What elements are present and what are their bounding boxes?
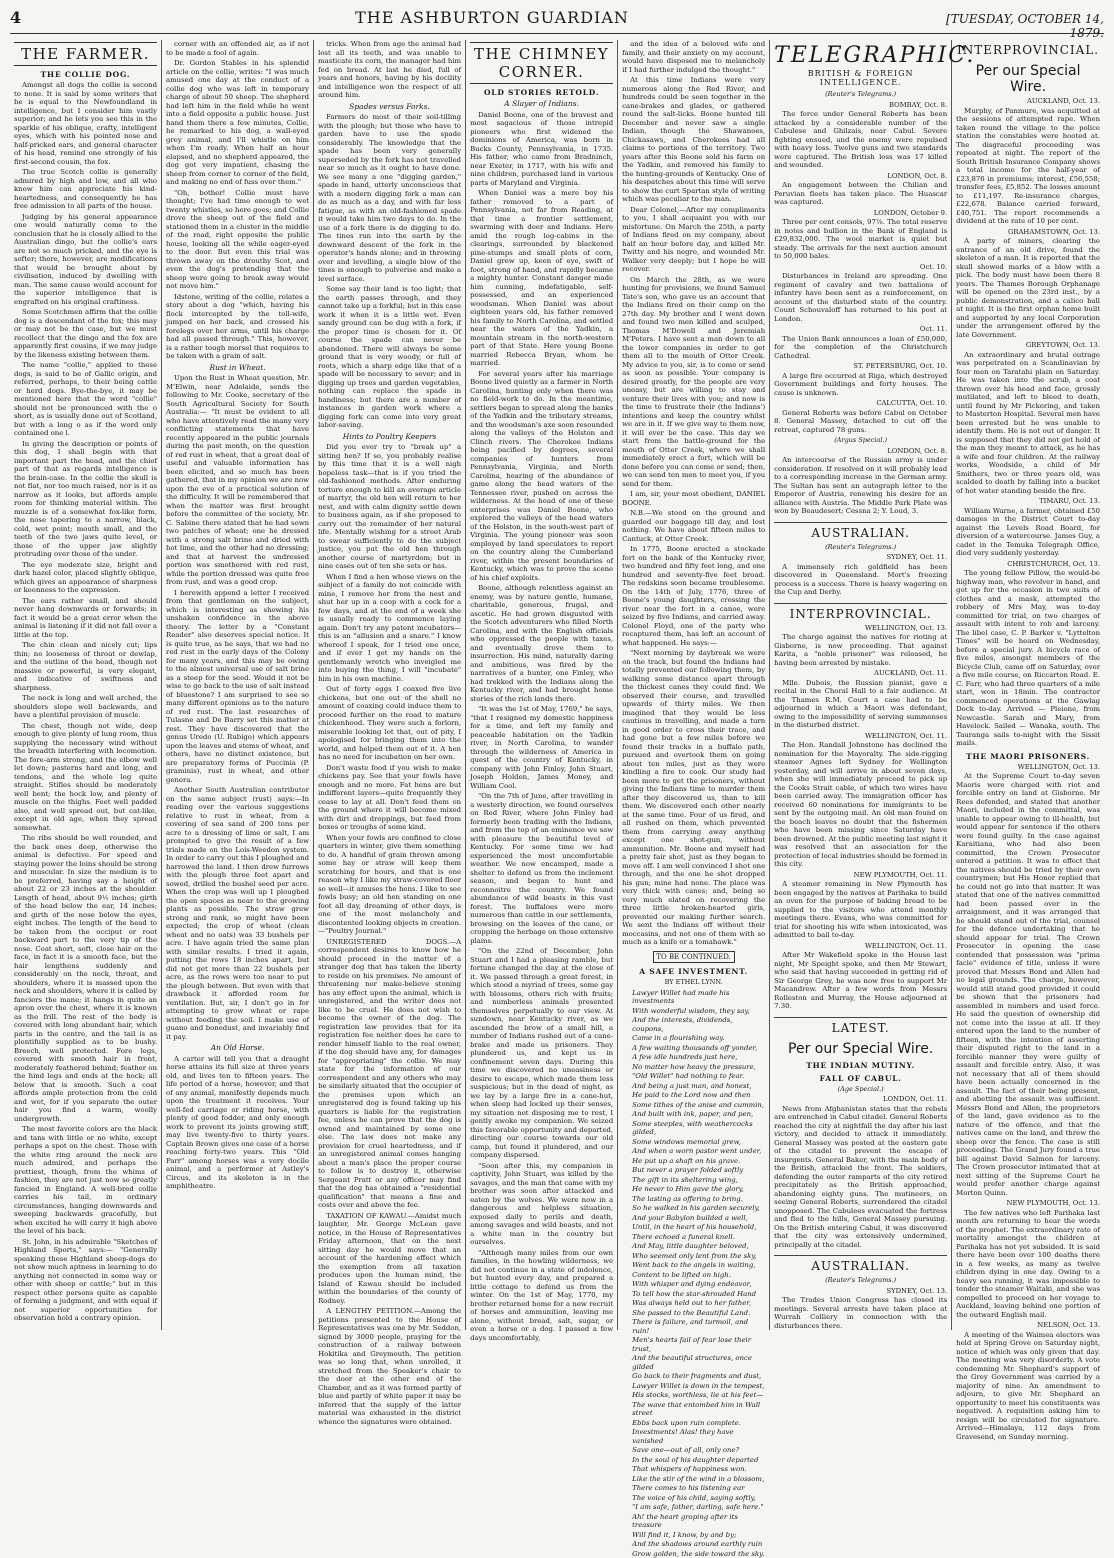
poem-line: A few idle hundreds just here,	[632, 1053, 765, 1062]
fall-of-cabul-title: FALL OF CABUL.	[774, 1074, 947, 1083]
column-7	[952, 40, 1104, 1330]
paragraph: A large fire occurred at Riga, which destroyed Government buildings and forty houses. The cause is unknown.	[774, 372, 947, 398]
telegraphic-subtitle: BRITISH & FOREIGN INTELLIGENCE.	[774, 70, 947, 87]
columns	[10, 40, 1104, 1330]
poem-line: Grow golden, the side toward the sky.	[632, 1550, 765, 1558]
paragraph: "Although many miles from our own families, in the howling wilderness, we did not continue in a state of indolence, but hunted every day, and prepared a little cottage to defend us from the winter. On the 1st of May, 1770, my brother returned home for a new recruit of horses and ammunition, leaving me alone, without bread, salt, sugar, or even a horse or a dog. I passed a few days uncomfortably,	[470, 1249, 613, 1343]
poem-line: With whisper and dying endeavor,	[632, 1280, 765, 1289]
to-be-continued-box: TO BE CONTINUED.	[653, 951, 735, 964]
paragraph: Farmers do most of their soil-tilling with the plough; but those who have to garden have to use the spade considerably. The knowledge that the spade has been very generally superseded by the fork has not travelled near so much as it ought to have done. We see many a one "digging garden," spade in hand, utterly unconscious that with a modern digging fork a man can do as much as a day, and with far less fatigue, as with an old-fashioned spade it would take him two days to do. In the use of a fork there is do digging to do. The tines run into the earth by the downward descent of the fork in the operator's hands alone; and in throwing over and levelling, a single blow of the tines is enough to pulverise and make a level surface.	[318, 113, 461, 283]
paragraph: "It was the 1st of May, 1769," he says, "that I resigned my domestic happiness for a time, and left my family and peaceable habitation on the Yadkin river, in North Carolina, to wander through the wilderness of America in quest of the country of Kentucky, in company with John Finley, John Stuart, Joseph Holden, James Money, and William Cool.	[470, 705, 613, 790]
article-heading-rust: Rust in Wheat.	[166, 364, 309, 373]
paragraph: The few natives who left Parihaka last month are returning to hear the words of the prophet. The extraordinary rate of mortality amongst the children at Parihaka has not yet subsided. It is said there have been over 100 deaths there in a few weeks, as many as twelve children dying in one day. Owing to a heavy sea running, it was impossible to tender the steamer Waitaki, and she was compelled to proceed on her voyage to Auckland, leaving behind one portion of the outward English mail.	[956, 1209, 1100, 1320]
paragraph: When Daniel was a mere boy his father removed to a part of Pennsylvania, not far from Reading, at that time a frontier settlement, swarming with deer and Indians. Here amid the rough log-cabins in the clearings, surrounded by blackened pine-stumps and small plots of corn, Daniel grew up, keen of eye, swift of foot, strong of hand, and rapidly became a mighty hunter. Constant danger made him cunning, indefatigable, self-possessed, and an experienced woodsman. When Daniel was about eighteen years old, his father removed his family to North Carolina, and settled near the waters of the Yadkin, a mountain stream in the north-western part of that State. Here young Boone married Rebecca Bryan, whom he married.	[470, 189, 613, 368]
paragraph-taxation-kawau: TAXATION OF KAWAU.—Amidst much laughter, Mr. George McLean gave notice, in the House of Representatives Friday afternoon, that on the next sitting day he would move that an account of the hardening effect which the exemption from all taxation produces upon the human mind, the Island of Kawau should be included within the boundaries of the county of Rodney.	[318, 1212, 461, 1306]
poem-line: Ebbs back upon ruin complete.	[632, 1419, 765, 1428]
paragraph-unregistered-dogs: UNREGISTERED DOGS.—A correspondent desires to know how he should proceed in the matter of a stranger dog that has taken the liberty to reside on his premises. No amount of threatening nor make-believe stoning has any effect upon the animal, which is unregistered, and the writer does not like to be cruel. He does not wish to become the owner of the dog. The registration law provides that for its registration fee neither does he care to render himself liable to the real owner, if the dog should have any, for damages for "appropriating" the collie. We may state for the information of our correspondent and any others who may be similarly situated that the occupier of the premises upon which an unregistered dog is found taking up his quarters is liable for the registration fee, unless he can prove that the dog is owned and maintained by some one else. The law does not make any provision for cruel heartedness, and if an unregistered animal comes hanging about a man's place the proper course to follow is to destroy it, otherwise Sergeant Pratt or any officer may find that the dog has obtained a "residential qualification" that means a fine and costs over and above the fee.	[318, 938, 461, 1210]
poem-line: Came in a flourishing way.	[632, 1034, 765, 1043]
poem-line: Go back to their fragments and dust,	[632, 1372, 765, 1381]
paragraph: Judging by his general appearance one would naturally come to the conclusion that he is closely allied to the Australian dingo, but the collie's ears are not so much pricked, and the eye is softer; there, however, are modifications that would be brought about by civilisation, induced by dwelling with man. The same cause would account for the superior intelligence that is engrafted on his original craftiness.	[14, 213, 157, 307]
poem-line: His stocks, worthless, lie at his feet—	[632, 1391, 765, 1400]
paragraph: Out of forty eggs I coaxed five live chickens, but one out of the shell no amount of coaxing could induce them to proceed further on the road to mature chickenhood. They were such a forlorn, miserable looking lot that, out of pity, I apologised for bringing them into the world, and helped them out of it. A hen has no need for incubation on her own.	[318, 685, 461, 762]
latest-special-wire: Per our Special Wire.	[774, 1041, 947, 1057]
page-number: 4	[10, 8, 70, 27]
poem-line: Like the stir of the wind in a blossom,	[632, 1475, 765, 1484]
poem-line: There is failure, and turmoil, and ruin!	[632, 1318, 765, 1335]
paragraph: Another South Australian contributor on the same subject (rust) says:—In reading over the various suggestions relative to rust in wheat, from a covering of sea sand of 200 tons per acre to a dressing of lime or salt, I am prompted to give the result of a few trials made on the Lois-Weedon system. In order to carry out this I ploughed and harrowed the land. I then drew furrows with the plough three feet apart and sowed, drilled the bushel seed per acre. When the crop was well up I ploughed the open spaces as near to the growing plants as possible. The straw grew strong and rank, so might have been expected; the crop of wheat (clean wheat and no oats) was 33 bushels per acre. I have again tried the same plan with similar results. I tried it again, putting the rows 18 inches apart, but did not get more than 22 bushels per acre, as the rows were too near to put the plough between. But even with that drawback it afforded room for ventilation. But, sir, I don't go in for attempting to grow wheat or rape without feeding the soil. I make use of guano and bonedust, and invariably find it pay.	[166, 786, 309, 1041]
poem-line: Until, in the heart of his household,	[632, 1223, 765, 1232]
poem-line: The lasting as offering to bring.	[632, 1195, 765, 1204]
paragraph: "On the 7th of June, after travelling in a westerly direction, we found ourselves on Red River, where John Finley had formerly been trading with the Indians, and from the top of an eminence we saw with pleasure the beautiful level of Kentucky. For some time we had experienced the most uncomfortable weather. We now encamped, made a shelter to defend us from the inclement season, and began to hunt and reconnoitre the country. We found abundance of wild beasts in this vast forest. The buffaloes were more numerous than cattle in our settlements, browsing on the leaves of the cane, or cropping the herbage on those extensive plains.	[470, 792, 613, 945]
paper-title: THE ASHBURTON GUARDIAN	[70, 8, 914, 27]
source-note: (Reuter's Telegrams.)	[774, 543, 947, 552]
paragraph: The name "collie," applied to these dogs, is said to be of Gallic origin, and referred, perhaps, to their being cattle or herd dogs. Bye-the-bye, it may be mentioned here that the word "collie" should not be pronounced with the o short, as is usually done out of Scotland, but with a long o as if the word only contained one l.	[14, 361, 157, 438]
paragraph: "On the 22nd of December, John Stuart and I had a pleasing ramble, but fortune changed the day at the close of it. We passed through a great forest, in which stood a myriad of trees, some gay with blossoms, others rich with fruits; and numberless animals presented themselves perpetually to our view. At sundown, near Kentucky river, as we ascended the brow of a small hill, a number of Indians rushed out of a cane-brake and made us prisoners. They plundered us, and kept us in confinement seven days. During this time we discovered no uneasiness or desire to escape, which made them less suspicious; but in the dead of night, as we lay by a large fire in a cane-hut, when sleep had locked up their senses, my situation not disposing me to rest, I gently awoke my companion. We seized this favorable opportunity and departed, directing our course towards our old camp, but found it plundered, and our company dispersed.	[470, 947, 613, 1160]
poem-line: And your Babylon builded a well,	[632, 1214, 765, 1223]
paragraph: tricks. When from age the animal had lost all its teeth, and was unable to masticate its corn, the manager had him fed on bread. At last he died, full of years and honors, having by his docility and intelligence won the respect of all around him.	[318, 40, 461, 100]
paragraph: corner with an offended air, as if not to be made a fool of again.	[166, 40, 309, 57]
indian-mutiny-title: THE INDIAN MUTINY.	[774, 1061, 947, 1070]
telegraphic-title: TELEGRAPHIC.	[774, 44, 947, 68]
paragraph: Amongst all dogs the collie is second to none. It is said by some writers that he is equal to the Newfoundland in intelligence, but I consider him vastly superior; and he lets you see this in the sparkle of his oblique, crafty, intelligent eyes, which with his pointed nose and half-pricked ears, and general character of his head, remind one strongly of his first-second cousin, the fox.	[14, 81, 157, 166]
paragraph: Daniel Boone, one of the bravest and most sagacious of those intrepid pioneers who first widened the dominions of America, was born in Bucks County, Pennsylvania, in 1735. His father, who came from Bradninch, near Exeter, in 1717, with his wife and nine children, purchased land in various parts of Maryland and Virginia.	[470, 111, 613, 188]
poem-line: Content to be lifted on high.	[632, 1271, 765, 1280]
poem-line: The gift in its sheltering wing,	[632, 1176, 765, 1185]
paragraph: Three per cent consols, 97⅞. The total reserve in notes and bullion in the Bank of England is £29,832,000. The wool market is quiet but steady. The arrivals for the next auction amount to 50,000 bales.	[774, 218, 947, 261]
paragraph: The chest, though not wide, deep enough to give plenty of lung room, thus supplying the necessary wind without the breadth interfering with locomotion. The fore-arm strong, and the elbow well let down; pasterns hard and long, and tendons, and the whole leg quite straight. Stifles should be moderately well bent; the hock low, and plenty of muscle on the thighs. Feet well padded also, and well spread out, but cat-like, except in old age, when they spread somewhat.	[14, 722, 157, 833]
article-heading-old-horse: An Old Horse.	[166, 1044, 309, 1053]
paragraph: A meeting of the Waimea electors was held at Spring Grove on Saturday night, notice of which was only given that day. The meeting was very disorderly. A vote condemning Mr. Shephard's support of the Grey Government was carried by a majority of nine. An amendment to adjourn, to give Mr. Shephard an opportunity to meet his constituents was negatived. A requisition asking him to resign will be circulated for signature. Arrived—Himalaya, 112 days from Gravesend, on Sunday morning.	[956, 1331, 1100, 1442]
paragraph: N.B.—We stood on the ground and guarded our baggage till day, and lost nothing. We have about fifteen miles to Cantuck, at Otter Creek.	[622, 509, 765, 543]
paragraph: The ears rather small, and should never hang downwards or forwards; in fact it would be a great error when the animal is listening if it did not fall over a little at the top.	[14, 597, 157, 640]
paragraph: Murphy, of Panmure, was acquitted at the sessions of attempted rape. When taken round the village to the police station the constables were hooted at. The disgraceful proceeding was repeated at night. The report of the South British Insurance Company shows a total income for the half-year of £23,876 in premiums; interest, £56,558; transfer fees, £5,852. The losses amount to £11,197. Re-insurance charges, £22,678. Balance carried forward, £40,751. The report recommends a dividend at the rate of 10 per cent.	[956, 107, 1100, 226]
poem-line: He put up a shaft on his grave.	[632, 1157, 765, 1166]
australian-title-2: AUSTRALIAN.	[774, 1255, 947, 1273]
paragraph: The true Scotch collie is generally admired by high and low, and all who know him can appreciate his kind-heartedness, and consequently he has free admission to all parts of the house.	[14, 168, 157, 211]
poem-line: In the soul of his daughter departed	[632, 1456, 765, 1465]
poem-body	[622, 989, 765, 1558]
poem-line: And the interests, dividends, coupons,	[632, 1016, 765, 1033]
subhead-old-stories: OLD STORIES RETOLD.	[470, 88, 613, 97]
collie-article-body	[14, 81, 157, 1323]
paragraph: Did you ever try to "break up" a sitting hen? If so, you probably realise by this time that it is a well nigh hopeless task—that is if you tried the old-fashioned methods. After enduring torture enough to kill an average article of martyr, the old hen will return to her nest, and with calm dignity settle down to business again, as if she proposed to carry out the remainder of her natural life. Mentally wishing for a street Arab to swear sufficiently to do the subject justice, you put the old hen through another course of martyrdom; but in nine cases out of ten she sets or has.	[318, 443, 461, 571]
section-title-farmer: THE FARMER.	[14, 42, 157, 66]
latest-title: LATEST.	[774, 1017, 947, 1035]
dateline: CALCUTTA, Oct. 10.	[774, 399, 947, 408]
dateline: WELLINGTON, Oct. 11.	[774, 732, 947, 741]
dateline: GREYTOWN, Oct. 13.	[956, 341, 1100, 350]
special-wire-subtitle: Per our Special Wire.	[956, 63, 1100, 95]
paragraph: Idstone, writing of the collie, relates a story about a dog "which, having his flock intercepted by the toll-wife, jumped on her back, and crossed his forelegs over her arms, until his charge had all passed through." This, however, is a rather tough morsel that requires to be taken with a grain of salt.	[166, 293, 309, 361]
paragraph: Some say their land is too light; that the earth passes through, and they cannot take up a forkful; but in this case work it when it is a little wet. Even sandy ground can be dug with a fork, if the proper time is chosen for it. Of course the spade can never be abandoned. There will always be some ground that is very woody, or full of roots, which a sharp edge like that of a spade will be necessary to sever; and in digging up trees and garden vegetables, nothing can replace the spade in handiness; but there are a number of instances in garden work where a digging fork can come into very great labor-saving.	[318, 285, 461, 430]
dateline: Oct. 11.	[774, 325, 947, 334]
poem-line: There comes to his listening ear	[632, 1484, 765, 1493]
dateline: NEW PLYMOUTH, Oct. 11.	[774, 871, 947, 880]
paragraph: A steamer remaining in New Plymouth has been engaged by the natives at Parihaka to build an oven for the purpose of baking bread to be supplied to the visitors who attend monthly meetings there. Evans, who was committed for trial for shooting his wife when intoxicated, was admitted to bail to-day.	[774, 880, 947, 940]
poem-line: Was always held out to her father,	[632, 1299, 765, 1308]
poem-line: Will find it, I know, by and by;	[632, 1531, 765, 1540]
dateline: WELLINGTON, Oct. 11.	[774, 942, 947, 951]
column-5	[618, 40, 770, 1330]
paragraph: The ribs should be well rounded, and the back ones deep, otherwise the animal is defective. For speed and staying power the loins should be strong and muscular. In size the medium is to be preferred, having say a height of about 22 or 23 inches at the shoulder. Length of head, about 9½ inches; girth of the head below the ear, 14 inches; and girth of the nose below the eyes, eight inches. The length of the head to be taken from the occiput or root backward part to the very tip of the nose. Coat short, soft, close hair on the face, in fact it is a smooth face, but the hair lengthens suddenly and considerably on the neck, throat, and shoulders, where it is massed upon the neck and shoulders, where it is called by fanciers the mane; it hangs in quite an apron over the chest, where it is known as the frill. The rest of the body is covered with long abundant hair, which parts in the centre, and the tail is as plentifully supplied as to be bushy. Breech, well protected. Fore legs, covered with smooth hair in front, moderately feathered behind; feather on the hind legs and ends at the hock; all below that is smooth. Such a coat affords ample protection from the cold and wet, for if you separate the outer hair you find a warm, woolly undergrowth.	[14, 834, 157, 1123]
dateline: TIMARU, Oct. 13.	[956, 497, 1100, 506]
poem-line: With wonderful wisdom, they say,	[632, 1007, 765, 1016]
interprovincial-title-2: INTERPROVINCIAL.	[956, 40, 1100, 57]
poem-line: The wave that entombed him in Wall street	[632, 1401, 765, 1418]
poem-line: And the beautiful structures, once gilded	[632, 1354, 765, 1371]
paragraph: An engagement between the Chilian and Peruvian fleets has taken place. The Huascar was captured.	[774, 181, 947, 207]
paragraph: An intercourse of the Russian army is under consideration. If resolved on it will probably lead to a corresponding increase in the German army. The Sultan has sent an autograph letter to the Emperor of Austria, renewing his desire for an alliance with Austria. The Middle Park Plate was won by Beaudesert; Cessna 2; Y. Loud, 3.	[774, 456, 947, 516]
paragraph: An extraordinary and brutal outrage was perpetrated on a Scandinavian by four men on Taratahi plain on Saturday. He was taken into the scrub, a coat thrown over his head and face, grossly mutilated, and left to bleed to death, until found by Mr Pickering, and taken to Masterton Hospital. Several men have been arrested but he was unable to identify them. He is not out of danger. It is supposed that they did not get hold of the man they meant to attack, as he has a wife and four children. At the railway works, Woodside, a child of Mr Smithers, two or three years old, was scalded to death by falling into a bucket of hot water standing beside the fire.	[956, 351, 1100, 496]
poem-title: A SAFE INVESTMENT.	[622, 967, 765, 976]
paragraph: "Soon after this, my companion in captivity, John Stuart, was killed by the savages, and the man that came with my brother was soon after attacked and eaten by the wolves. We were now in a dangerous and helpless situation, exposed daily to perils and death, among savages and wild beasts, and not a white man in the country but ourselves.	[470, 1162, 613, 1247]
paragraph: The Trades Union Congress has closed its meetings. Several arrests have taken place at Wurrah Colliery in connection with the disturbances there.	[774, 1296, 947, 1330]
paragraph: Dear Colonel,—After my compliments to you, I shall acquaint you with our misfortune. On March the 25th, a party of Indians fired on my company, about half an hour before day, and killed Mr. Twitty and his negro, and wounded Mr. Walker very deeply; but I hope he will recover.	[622, 206, 765, 274]
paragraph: Mlle. Dubois, the Russian pianist, gave a recital in the Choral Hall to a fair audience. At the Thames R.M. Court a case had to be adjourned in which a Maori was defendant, owing to the impossibility of serving summonses in the disturbed district.	[774, 679, 947, 730]
australian-title: AUSTRALIAN.	[774, 522, 947, 540]
dateline: CHRISTCHURCH, Oct. 13.	[956, 560, 1100, 569]
paragraph: For several years after his marriage Boone lived quietly as a farmer in North Carolina, hunting only when there was no field-work to do. In the meantime, settlers began to spread along the banks of the Yadkin and the tributary streams, and the woodsman's axe soon resounded along the valleys of the Holston and Clinch rivers. The Cherokee Indians being pacified by degrees, several companies of hunters from Pennsylvania, Virginia, and North Carolina, hearing of the abundance of game along the head waters of the Tennessee river, pushed on across the wilderness. At the head of one of these enterprises was Daniel Boone, who explored the valleys of the head waters of the Holston, in the south-west part of Virginia. The young pioneer was soon employed by land speculators to report on the country along the Cumberland river, within the present boundaries of Kentucky, which was to prove the scene of his chief exploits.	[470, 370, 613, 583]
column-4	[466, 40, 618, 1330]
paragraph: Upon the Rust in Wheat question, Mr. M'Elwin, near Adelaide, sends the following to Mr. Cooke, secretary of the South Agricultural Society for South Australia:— "It must be evident to all who have attentively read the many very conflicting statements that have recently appeared in the public journals during the past month, on the question of red rust in wheat, that a great deal of useful and valuable information has been elicited, and so much has been gathered, that in my opinion we are now upon the eve of a practical solution of the difficulty. It will be remembered that when the matter was first brought before the committee of the society, Mr. C. Sabine there stated that he had sown two patches of wheat; one he dressed with a strong salt brine and dried with hot lime, and the other had no dressing; and that at harvest the undressed portion was smothered with red rust, while the portion dressed was quite free from rust, and was a good crop.	[166, 374, 309, 587]
poem-line: That whispers of happiness won.	[632, 1465, 765, 1474]
dateline: BOMBAY, Oct. 8.	[774, 101, 947, 110]
column-2	[162, 40, 314, 1330]
dateline: WELLINGTON, Oct. 13.	[956, 763, 1100, 772]
dateline: GRAHAMSTOWN, Oct. 13.	[956, 228, 1100, 237]
paragraph: On March the 28th, as we were hunting for provisions, we found Samuel Tate's son, who gave us an account that the Indians fired on their camp on the 27th day. My brother and I went down and found two men killed and sculped, Thomas M'Dowell and Jeremiah M'Peters. I have sent a man down to all the lower companies in order to get them all to the mouth of Otter Creek. My advice to you, sir, is to come or send as soon as possible. Your company is desired greatly, for the people are very uneasy, but are willing to stay and venture their lives with you; and now is the time to frustrate their (the Indians') intentions and keep the country whilst we are in it. If we give way to them now, it will ever be the case. This day we start from the battle-ground for the mouth of Otter Creek, where we shall immediately erect a fort, which will be done before you can come or send; then, we can send ten men to meet you, if you send for them.	[622, 276, 765, 489]
paragraph: Boone, although relentless against an enemy, was by nature gentle, humane, charitable, generous, frugal, and ascetic. He had grown disgusted with the Scotch adventurers who filled North Carolina, and with the English officials who oppressed the people with taxes, and eventually drove them to insurrection. His mind, naturally daring and ambitious, was fired by the narratives of a hunter, one Finley, who had trekked with the Indians along the Kentucky river, and had brought home stories of the rich lands there.	[470, 584, 613, 703]
poem-line: Save one—out of all, only one?	[632, 1446, 765, 1455]
poem-line: "Old Willet" had nothing to fear.	[632, 1072, 765, 1081]
paragraph: General Roberts was before Cabul on October 8. General Massey, detached to cut off the retreat, captured 78 guns.	[774, 409, 947, 435]
paragraph: A party of miners, clearing the entrance of an old drive, found the skeleton of a man. It is reported that the skull showed marks of a blow with a pick. The body must have been there 8 years. The Thames Borough Orphanage will be opened on the 23rd inst., by a public demonstration, and a calico ball at night. It is the first orphan home built and supported by any local Corporation under the arrangement offered by the late Government.	[956, 237, 1100, 339]
paragraph: The neck is long and well arched, the shoulders slope well backwards, and have a plentiful provision of muscle.	[14, 694, 157, 720]
dateline: LONDON, October 9.	[774, 209, 947, 218]
paragraph: I herewith append a letter I received from that gentleman on the subject, which is interesting as showing his unshaken confidence in the above theory. The letter by a "Constant Reader" also deserves special notice. It is quite true, as he says, that we had no red rust in the early days of the Colony for many years, and this may be owing to the almost universal use of salt brine as a steep for the seed. Would it not be wise to go back to the use of salt instead of bluestone? I am surprised to see so many different opinions as to the nature of red rust. The last researches of Tulasne and De Barry set this matter at rest. They have discovered that the genus Uredo (U. Rubigo) which appears upon the leaves and stems of wheat, and others, have no distinct existence, but are preparatory forms of Puccinia (P. graminis), rust in wheat, and other genera.	[166, 589, 309, 785]
poem-line: Some steeples, with weathercocks gilded,	[632, 1120, 765, 1137]
poem-line: A few waiting thousands off yonder,	[632, 1044, 765, 1053]
dateline: SYDNEY, Oct. 13.	[774, 1287, 947, 1296]
article-heading-collie: THE COLLIE DOG.	[14, 70, 157, 79]
poem-line: No matter how heavy the pressure,	[632, 1063, 765, 1072]
paragraph: and the idea of a beloved wife and family, and their anxiety on my account, would have disposed me to melancholy if I had further indulged the thought."	[622, 40, 765, 74]
poem-line: There echoed a funeral knell.	[632, 1233, 765, 1242]
poem-line: Men's hearts fail of fear lose their trust,	[632, 1336, 765, 1353]
paragraph: The young fellow Pillow, the would-be highway man, who revolver in hand, and got up for the occasion in two suits of clothes and a mask, attempted the robbery of Mrs May, was to-day committed for trial, on two charges of assault with intent to rob and larceny. The libel case, C. P. Barker v. "Lyttelton Times" will be heard on Wednesday, before a special jury. A bicycle race of five miles, amongst members of the Bicycle Club, came off on Saturday, over a five mile course, on Riccarton Road. E. C. Farr, who had three quarters of a mile start, won in 18min. The contractor commenced operations at the Gawlag Dock to-day. Arrived — Pleione, from Newcastle. Sarah and Mary, from Havelock. Sailed — Wanaka, south. The Tauranga sails to-night with the Sissit mails.	[956, 569, 1100, 748]
poem-line: Some tithes of the anise and cummin,	[632, 1101, 765, 1110]
poem-line: Some windows memorial grew,	[632, 1138, 765, 1147]
paragraph: At this time Indians were very numerous along the Red River, and hundreds could be seen together in the cane-brakes and glades, or gathered round the salt-licks. Boone hunted till December and never saw a single Indian, though the Shawanoes, Chickasaws, and Cherokees had all claims to portions of the territory. Two years after this Boone sold his farm on the Yadkin, and removed his family to the hunting-grounds of Kentucky. One of his despatches about this time will serve to show the curt Spartan style of writing which was peculiar to the man.	[622, 76, 765, 204]
poem-line: Ah! the heart groping after its treasure	[632, 1513, 765, 1530]
poem-line: She passed to the Beautiful Land.	[632, 1309, 765, 1318]
paragraph: The Hon. Randall Johnstone has declined the nomination for the Mayoralty. The side-rigging steamer Agnes left Sydney for Wellington yesterday, and will arrive in about seven days, when she will immediately proceed to pick up the Cooks Strait cable, of which two wires have been carried away. The immigration officer has received 60 nominations for immigrants to be sent by the outgoing mail. An old man found on the beach leaves no doubt that the fishermen who have been missing since Saturday have been drowned. At the public meeting last night it was resolved that an association for the protection of local industries should be formed in this city.	[774, 741, 947, 869]
paragraph: The chin clean and nicely cut; lips thin; no looseness of throat or dewlap, and the outline of the head, though not massive or powerful, is very elegant, and indicative of swiftness and sharpness.	[14, 641, 157, 692]
poem-line: And built with ink, paper, and pen,	[632, 1110, 765, 1119]
section-title-chimney-corner: THE CHIMNEY CORNER.	[470, 42, 613, 84]
poem-line: He paid to the Lord now and then	[632, 1091, 765, 1100]
poem-line: To tell how the star-shrouded Hand	[632, 1290, 765, 1299]
article-heading-spades: Spades versus Forks.	[318, 103, 461, 112]
poem-line: And being a just man, and honest,	[632, 1082, 765, 1091]
paragraph: The most favorite colors are the black and tans with little or no white, except perhaps a spot on the chest. Those with the white ring around the neck are much admired, and perhaps the prettiest, though, from the whims of fashion, they are not just now so greatly fancied in England. A well-bred collie carries his tail, in ordinary circumstances, hanging downwards and sweeping backwards gracefully, but when excited he will carry it high above the level of his back.	[14, 1125, 157, 1236]
paragraph: A immensely rich goldfield has been discovered in Queensland. Mort's freezing process is a success. There is heavy wagering on the Cup and Derby.	[774, 563, 947, 597]
issue-date: [TUESDAY, OCTOBER 14, 1879.	[914, 12, 1104, 40]
dateline: AUCKLAND, Oct. 11.	[774, 669, 947, 678]
paragraph: Dr. Gordon Stables in his splendid article on the collie, writes: "I was much amused one day at the conduct of a collie dog who was left in temporary charge of about 50 sheep. The shepherd had left him in the field while he went into a field opposite a public house. Just hand them there a few minutes, Collie, he remarked to his dog, a wall-eyed grey animal, and I'll whistle on him when I'm ready. When half an hour elapsed, and no shepherd appeared, the dog got very impatient, chasing the sheep from corner to corner of the field, and making no end of fuss over them."	[166, 59, 309, 187]
dateline: WELLINGTON, Oct. 13.	[774, 624, 947, 633]
paragraph: The charge against the natives for rioting at Gisborne, is now proceeding. That against Karita, a "noble prisoner" was released, he having been arrested by mistake.	[774, 633, 947, 667]
poem-line: Investments! Alas! they have vanished	[632, 1428, 765, 1445]
poem-line: "I am safe, father, darling, safe here."	[632, 1503, 765, 1512]
interprovincial-title: INTERPROVINCIAL.	[774, 603, 947, 621]
article-heading-poultry: Hints to Poultry Keepers	[318, 433, 461, 442]
paragraph: At the Supreme Court to-day seven Maoris were charged with riot and forcible entry on land at Gisborne. Mr Rees defended, and stated that another Maori, included in the committal, was unable to appear owing to ill-health, but would appear for sentence if the others were found guilty. In the case against Karaitiana, who had also been committed, the Crown Prosecutor entered a petition. It was to effect that the natives should be tried by their own countrymen; but His Honor replied that he could not go into that matter. It was stated that one of the natives committed had been passed over in the arraignment, and it was arranged that he should stand out of the trial, counsel for the defence undertaking that he should appear for trial. The Crown Prosecutor in opening the case contended that possession was "prima facie" evidence of title, unless it were proved that Messrs Bond and Allen had no legal grounds. The charge, however, would still stand good provided it could be shown that the prisoners had assembled in numbers and used force. He said the question of ownership did not come into the issue at all. If they entered upon the land to the number of fifteen, with the intention of asserting their disputed right to the land in a forcible manner they were guilty of assault and forcible entry. Also, it was not necessary that all of them should have been actually concerned in the assault. The fact of their being present, and abetting the assault was sufficient. Messrs Bond and Allen, the proprietors of the land, gave evidence as to the nature of the offence, and that the natives came on the land, and threw the sheep over the fence. The case is still proceeding. The Grand Jury found a true bill against David Salmon for larceny. The Crown prosecutor intimated that at next sitting of the Supreme Court he would prefer another charge against Morton Quinn.	[956, 772, 1100, 1197]
source-note: (Reuter's Telegrams.)	[774, 90, 947, 99]
dateline: AUCKLAND, Oct. 13.	[956, 97, 1100, 106]
poem-line: And the shadows around earthly ruin	[632, 1540, 765, 1549]
paragraph: The Union Bank announces a loan of £50,000, for the completion of the Christchurch Cathedral.	[774, 335, 947, 361]
paragraph: The force under General Roberts has been attacked by a considerable number of the Cabulese and Ghilzais, near Cabul. Severe fighting ensued, and the enemy were repulsed with heavy loss. Twelve guns and two standards were captured. The British loss was 17 killed and wounded.	[774, 110, 947, 170]
paragraph-signature: I am, sir, your most obedient, DANIEL BOONE.	[622, 490, 765, 507]
paragraph: The eye moderate size, bright and dark hazel color, placed slightly oblique, which gives an appearance of sharpness or keenness to the expression.	[14, 561, 157, 595]
column-3	[314, 40, 466, 1330]
paragraph: When I find a hen whose views on the subject of a family do not coincide with mine, I remove her from the nest and shut her up in a coop with a cock for a few days, and at the end of a week she is usually ready to commence laying again. Don't try any patent incubators—this is an "allusion and a snare." I know whereof I speak, for I tried one once, and if ever I get my hands on the gentlemanly wretch who inveigled me into buying the thing, I will "incubate" him in his own machine.	[318, 573, 461, 684]
source-note: (Reuter's Telegrams.)	[774, 1276, 947, 1285]
paragraph: When your fowls are confined to close quarters in winter, give them something to do. A handful of grain thrown among some hay or straw will keep them scratching for hours, and that is one reason why I like my straw-covered floor so well—it amuses the hens. I like to see fowls busy; an old hen standing on one foot all day, dreaming of other days, is one of the most melancholy and discontented looking objects in creation.—"Poultry Journal."	[318, 834, 461, 936]
paragraph: In giving the description or points of this dog, I shall begin with that important part the head, and the chief part of that as regards intelligence is the brain-case. In the collie the skull is not flat, nor too much raised, nor is it as narrow as it looks, but affords ample room for thinking material within. The muzzle is of a somewhat fox-like form, the nose tapering to a narrow, black, cold, wet point; mouth small, and the teeth of the two jaws quite level, or those of the upper jaw slightly protruding over those of the under.	[14, 440, 157, 559]
dateline: Oct. 10.	[774, 263, 947, 272]
dateline: SYDNEY, Oct. 11.	[774, 553, 947, 562]
paragraph-lengthy-petition: A LENGTHY PETITION.—Among the petitions presented to the House of Representatives was one by Mr. Seddon, signed by 3000 people, praying for the construction of a railway between Hokitika and Greymouth. The petition was so long that, when unrolled, it stretched from the Speaker's chair to the door at the other end of the Chamber, and as it was formed partly of blue and partly of white paper it may be inferred that the supply of the latter material was exhausted in the district whence the signatures were obtained.	[318, 1307, 461, 1426]
poem-line: The voice of his child, saying softly,	[632, 1494, 765, 1503]
source-note: (Age Special.)	[774, 1085, 947, 1094]
poem-line: He never to Him gave the glory,	[632, 1185, 765, 1194]
masthead	[10, 8, 1104, 34]
poem-line: Who seemed only lent from the sky,	[632, 1252, 765, 1261]
poem-line: Lawyer Willet had made his investments	[632, 989, 765, 1006]
paragraph: Disturbances in Ireland are spreading. One regiment of cavalry and two battalions of infantry have been sent as a reinforcement, on account of the disturbed state of the country. Count Schouvaloff has returned to his post at London.	[774, 272, 947, 323]
column-1	[10, 40, 162, 1330]
poem-line: And when a worn pastor went under,	[632, 1147, 765, 1156]
poem-byline: BY ETHEL LYNN.	[622, 978, 765, 987]
column-6	[770, 40, 952, 1330]
story-title: A Slayer of Indians.	[470, 100, 613, 109]
paragraph: Some Scotchmen affirm that the collie dog is a descendant of the fox; this may or may not be the case, but we must recollect that the dingo and the fox are apparently first cousins, if we may judge by the likeness existing between them.	[14, 308, 157, 359]
dateline: ST. PETERSBURG, Oct. 10.	[774, 362, 947, 371]
paragraph: St. John, in his admirable "Sketches of Highland Sports," says:— "Generally speaking these Highland sheep-dogs do not show much aptness in learning to do anything not connected in some way or other with sheep or cattle;" but in this respect other persons quite as capable of forming a judgment, and with equal if not superior opportunities for observation hold a contrary opinion.	[14, 1238, 157, 1323]
maori-prisoners-title: THE MAORI PRISONERS.	[956, 752, 1100, 761]
dateline: NELSON, Oct. 13.	[956, 1321, 1100, 1330]
paragraph: After Mr Wakefield spoke in the House last night, Mr Speight spoke, and then Mr Stewart, who said that having succeeded in getting rid of Sir George Grey, he was now free to support Mr Macandrew. After a few words from Messrs Rolleston and Murray, the House adjourned at 7.30.	[774, 951, 947, 1011]
poem-line: Went back to the angels in waiting,	[632, 1261, 765, 1270]
poem-line: Lawyer Willet is down in the tempest,	[632, 1382, 765, 1391]
paragraph: "Oh, bother! Collie must have thought; I've had time enough to wet twenty whistles, so here goes; and Collie drove the sheep out of the field and stationed them in a cluster in the middle of the road, right opposite the public house, looking all the while eager-eyed to the door. But even this trial was thrown away on the drouthy Scot, and even the dog's pretending that the sheep were going to break away would not move him."	[166, 189, 309, 291]
poem-line: So he walked in his garden securely,	[632, 1204, 765, 1213]
paragraph: News from Afghanistan states that the rebels are entrenched in Cabul citadel. General Roberts reached the city at nightfall the day after his last victory, and decided to attack it immediately. General Massey was posted at the eastern gate of the citadel to prevent the escape of insurgents. General Baker, with the main body of the British, attacked the front. The soldiers, defending the outer ramparts of the city retired precipitately as the British approached, abandoning eighty guns. The mutineers, on seeing General Roberts, surrendered the citadel unopposed. The Cabulees evacuated the fortress and fled to the hills, General Massey pursuing. On the British entering Cabul, it was discovered that the city was extensively undermined, principally at the citadel.	[774, 1105, 947, 1250]
paragraph: A carter will tell you that a draught horse attains its full size at three years old, and lives ten to fifteen years. The life period of a horse, however, and that of any animal, manifestly depends much upon the treatment it receives. Your well-fed carriage or riding horse, with plenty of good fodder, and only enough work to prevent its joints growing stiff, may live twenty-five to thirty years. Captain Brown gives one case of a horse reaching forty-two years. This "Old Parr" among horses was a very docile animal, and a performer at Astley's Circus, and its skeleton is in the amphitheatre.	[166, 1055, 309, 1191]
dateline: NEW PLYMOUTH, Oct. 13.	[956, 1199, 1100, 1208]
dateline: LONDON, Oct. 8.	[774, 447, 947, 456]
poem-line: But never a prayer folded softly	[632, 1166, 765, 1175]
paragraph: William Warne, a farmer, obtained £50 damages in the District Court to-day against the Levels Road Board, for diversion of a watercourse. James Guy, a cadet in the Temuka Telegraph Office, died very suddenly yesterday.	[956, 507, 1100, 558]
poem-line: And May, little daughter beloved,	[632, 1242, 765, 1251]
dateline: LONDON, Oct. 11.	[774, 1095, 947, 1104]
paragraph: In 1775, Boone erected a stockade fort on the bank of the Kentucky river, two hundred and fifty feet long, and one hundred and seventy-five feet broad. The redskins soon became troublesome. On the 14th of July, 1776, three of Boone's young daughters, crossing the river near the fort in a canoe, were seized by five Indians, and carried away. Colonel Floyd, one of the party who recaptured them, has left an account of what happened. He says:—	[622, 545, 765, 647]
paragraph: Don't waste food if you wish to make chickens pay. See that your fowls have enough and no more. Fat hens are but indifferent layers—quite frequently they cease to lay at all. Don't feed them on the ground where it will become mixed with dirt and droppings, but feed from boxes or troughs of some kind.	[318, 764, 461, 832]
source-note: (Argus Special.)	[774, 436, 947, 445]
dateline: LONDON, Oct. 8.	[774, 172, 947, 181]
paragraph: "Next morning by daybreak we were on the track, but found the Indians had totally prevented our following them, by walking some distance apart through the thickest canes they could find. We observed their course, and travelled upwards of thirty miles. We then imagined that they would be less cautious in travelling, and made a turn in good order to cross their trace, and had gone but a few miles before we found their tracks in a buffalo path, pursued and overtook them on going about ten miles, just as they were kindling a fire to cook. Our study had been more to get the prisoners, without giving the Indians time to murder them after they discovered us, than to kill them. We discovered each other nearly at the same time. Four of us fired, and all rushed on them, which prevented them from carrying away anything except one shot-gun, without ammunition. Mr. Boone and myself had a pretty fair shot, just as they began to move off. I am well convinced I shot one through, and the one he shot dropped his gun; mine had none. The place was very thick with canes; and, being so very much elated on recovering the three little broken-hearted girls, prevented our making further search. We sent the Indians off without their moccasins, and not one of them with so much as a knife or a tomahawk."	[622, 649, 765, 947]
